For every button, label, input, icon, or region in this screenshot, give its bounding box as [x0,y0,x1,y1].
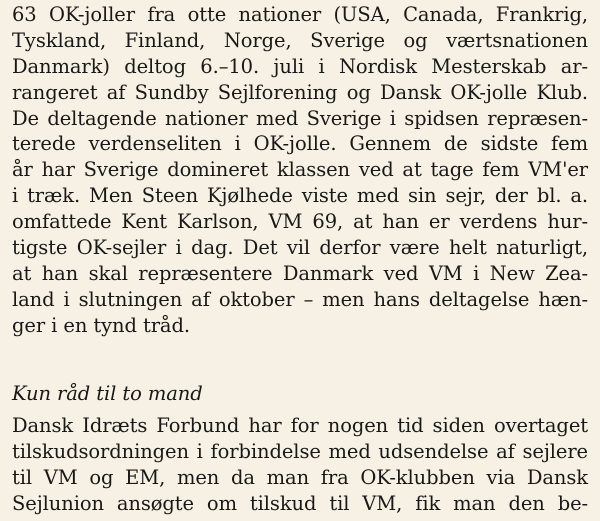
text-line: omfattede Kent Karlson, VM 69, at han er verdens hur- [12,210,588,234]
text-line: til VM og EM, men da man fra OK-klubben via Dansk [12,465,588,489]
text-line: 63 OK-joller fra otte nationer (USA, Canada, Frankrig, [12,3,588,26]
text-line: år har Sverige domineret klassen ved at tage fem VM'er [12,158,588,182]
text-line: tigste OK-sejler i dag. Det vil derfor være helt naturligt, [12,236,588,260]
text-line: Sejlunion ansøgte om tilskud til VM, fik man den be- [12,491,588,515]
text-line: land i slutningen af oktober – men hans deltagelse hæn- [12,287,588,311]
section-heading: Kun råd til to mand [12,382,203,405]
text-line: Danmark) deltog 6.–10. juli i Nordisk Mesterskab ar- [12,54,588,78]
text-line: ger i en tynd tråd. [12,313,190,337]
text-line: at han skal repræsentere Danmark ved VM i New Zea- [12,261,588,285]
text-line: tilskudsordningen i forbindelse med udsendelse af sejlere [12,439,588,463]
text-line: terede verdenseliten i OK-jolle. Gennem de sidste fem [12,132,588,156]
text-line: De deltagende nationer med Sverige i spidsen repræsen- [12,106,588,130]
article-paragraph-1 [12,2,588,339]
text-line: Dansk Idræts Forbund har for nogen tid siden overtaget [12,414,588,437]
text-line: Tyskland, Finland, Norge, Sverige og værtsnationen [12,28,588,52]
text-line: rangeret af Sundby Sejlforening og Dansk OK-jolle Klub. [12,80,588,104]
article-paragraph-2 [12,413,588,517]
text-line: i træk. Men Steen Kjølhede viste med sin sejr, der bl. a. [12,184,588,208]
